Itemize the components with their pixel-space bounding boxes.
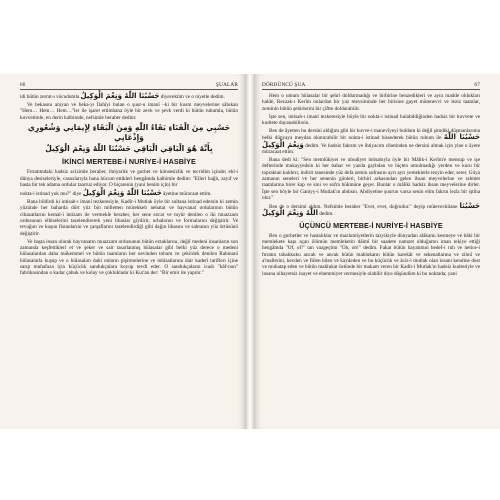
book-gutter — [246, 74, 254, 429]
left-paragraph-1: idi bütün zerrat-ı vücudumla حَسْبُنَا اللّٰهُ وَنِعْمَ الْوَكِيلُ diyecektim ve o niyetle dedim. — [20, 92, 225, 100]
right-paragraph-1: Hem o umum hülasalar bir şehri doldurmadığı ve birbirine benzedikleri ve aynı madde oldukları halde, Rezzak-ı Kerîm onlardan bir yaz mevsiminde her birisine gayet mütenevvi ve leziz taamlar, zeminin bütün şehirlerini bir çiftte doldurabilir. — [262, 93, 480, 112]
book-spread — [0, 74, 500, 429]
left-paragraph-6: Ve başta insan olarak hayvanatın muazzam ordusunun bütün erzaklarını, değil medeni insanların son zamanda keşfettikleri et ve şeker ve sair tasarlanmış hülasalar gibi belki yüz derece o medeni hülasalardan daha mükemmel ve bütün taamların her nevinden tohum ve çekirdek denilen Rahmanî hülasalarla kuşup ve o hülasaları dahi onların pişirmelerine ve inbisatlarına dair kaderî tarifleri içine sarıp muhafaza için küçücük sandukçalara koyup tevdi eder. O sandukçaların icadı "kâf-nun" fabrikasından o kadar çabuk ve kolay ve çoklukladır ki Kur'an der: "Bir emir ile yapılır." — [20, 238, 238, 277]
right-page — [254, 74, 500, 429]
left-page-header — [20, 82, 238, 90]
arabic-phrase: حَسْبُنَا اللّٰهُ وَنِعْمَ الْوَكِيلُ — [262, 201, 481, 218]
section-heading-third: ÜÇÜNCÜ MERTEBE-İ NURİYE-İ HASBİYE — [299, 220, 443, 230]
section-heading-second: İKİNCİ MERTEBE-İ NURİYE-İ HASBİYE — [62, 157, 196, 167]
right-paragraph-4: Bana dedi ki: "Sen memlûkiyet ve ubudiyet intisabıyla öyle bir Mâlik-i Kerîm'e mensup ve işe defterinde mukayyedsin ki her bahar ve yazda gaybdan ve hiçten umulmadığı yerden ve kuru bir topraktan kaldırır, indirir tanesinde yüz defa zemin sofrasını ayrı ayrı yemeklerle tezyin eder, serer. Güya zamanın seneleri ve her senenin günleri, birbiri arkasından gelen ihsan meyvelerine ve rahmet taamlarına birer kap ve sini ve sofra hükmüne geçer. Bunlar o mâliki hadsiz ihsan meyvelerine dirler. İşte sen böyle bir Ganiyy-i Mutlak'ın abdısın. Abdiyetine şuurun varsa senin elim fakrın lezîz bir iştiha olur." — [262, 156, 480, 201]
arabic-verse-block — [24, 123, 234, 155]
right-running-title: DÖRDÜNCÜ ŞUA — [262, 82, 306, 88]
left-paragraph-2: Ve bekasını arayan ve beka-yı İlahîyi bulan o şuur-u imanî –ki bir kısım meyvelerine sâbıkan "Hem… Hem… Hem…"ler ile işaret ettimbana öyle bir zevk ve şevk verdi ki bütün ruhumla, bütün kuvvetimle, en derin kalbimde, nefsimle beraber dedim: — [20, 101, 238, 121]
left-paragraph-4: nokta-i istinad yok mu?" diye حَسْبُنَا اللّٰهُ وَنِعْمَ الْوَكِيلُ âyetine müracaat ettim. — [20, 189, 212, 198]
right-page-number: 67 — [474, 82, 480, 88]
right-paragraph-3: Ben de âyetten bu dersini aldığım gibi bir kuvve-i manevîyeyi buldum ki değil şimdiki düşmanlarıma belki dünyaya meydan okuturabilir bir nokta-i istinad hissederek bütün ruhum ile حَسْبُنَا اللّٰهُ وَنِعْمَ الْوَكِيلُ dedim. Ve hadsiz fakrım ve ihtiyacım cihetinden ne dersini almak için yine o âyete müracaat ettim. — [262, 127, 481, 155]
right-paragraph-6: Ben o gurbetler ve hastalıklar ve mazlumiyetlerin tazyikiyle dünyadan alâkamı kesmeye ve bâki bir memlekete kapı açan ölümün memleketin dâimî bir saadete namzet olduğumu iman tekiye ettiği hengâmda "Of, of!" tan vazgeçtim "Oh, oh!" dedim. Fakat bütün hayatımın hedef-i ruh ve netice-i fıtratın tahakkuku ancak ve ancak bütün mahlukatın bütün harekât ve sekenatlarına ve zihnî ve a'mallerini, kevden ve fiilen bilen ve kaydeden ve bu küçücük ve âciz-i mutlak olan insanı kendine dost ve muhatap eden ve bütün mahlukat üstünde bir makam veren bir Kadîr-i Mutlak'ın hadsiz kudretiyle ve insana nihayetsiz inayet ve ehemmiyet vermesiyle olabilir diye düşündüm ki bu noktada; yani — [262, 232, 480, 277]
left-paragraph-5: Bana bildirdi ki intisab-ı imanî tezkeresiyle, Kadîr-i Mutlak öyle bir sultana istinad edersin ki zemin yüzünde her baharda dört yüz bin milletten mürekkeb nebatat ve hayvanat ordularının bütün cihazatlarını kemal-i intizam ile vermekle beraber, her sene ezcar ve tuyûr denilen o iki muazzam ordusunun elbiselerini tazelendirerek yeni libaslar giydirir, urbalarını ve formalarını değiştirir. Ve tevuğun ve kuşun fistanlarını ve çarşaflarını tazelendirdiği gibi dağın libasını ve sahranın yüz örtüsünü değiştirir. — [20, 199, 238, 237]
arabic-phrase: حَسْبُنَا اللّٰهُ وَنِعْمَ الْوَكِيلُ — [80, 92, 160, 100]
right-paragraph-5: Ben de o dersimi aldım. Nefsimle beraber "Evet, evet, doğrudur." deyip müteveckilane حَسْبُنَا اللّٰهُ وَنِعْمَ الْوَكِيلُ dedim. — [262, 201, 481, 218]
left-running-title: ŞUALAR — [216, 82, 238, 88]
right-paragraph-2: İşte sen, intisab-ı imanî tezkeresiyle böyle bir nokta-i istinad bulabildiğinden hadsiz bir kuvvete ve kudrete dayanabilirsin. — [262, 113, 480, 126]
arabic-phrase: حَسْبُنَا اللّٰهُ وَنِعْمَ الْوَكِيلُ — [82, 189, 162, 198]
arabic-verse-line-2: بِأَنَّهُ هُوَ الْبَاقِي الْبَاقِي حَسْبُنَا اللّٰهُ وَنِعْمَ الْوَكِيلُ — [45, 143, 213, 153]
right-page-header — [262, 82, 480, 90]
arabic-phrase: حَسْبُنَا اللّٰهُ وَنِعْمَ الْوَكِيلُ — [262, 133, 480, 149]
left-page-number: 66 — [20, 82, 26, 88]
left-page — [0, 74, 246, 429]
left-paragraph-3: Fıtratımdaki hadsiz acizimle beraber, ihtiyarlık ve gurbet ve kimsesizlik ve tecridim içinde; ehl-i dünya desiseleriyle, casuslarıyla bana hücum ettikleri hengâmda kalbimle dedim: "Elleri bağlı, zayıf ve hasta bir tek adama ordular taarruz ediyor. O biçarenin (yani benim için) bir — [20, 169, 238, 189]
arabic-verse-line-1: حَسْبِي مِنَ الْفَنَاءِ بَقَاءُ اللّٰهِ وَمِنَ الْبَقَاءِ لِإِيمَانِي وَشُعُورِي وَإِذْعَانِي — [27, 122, 231, 143]
